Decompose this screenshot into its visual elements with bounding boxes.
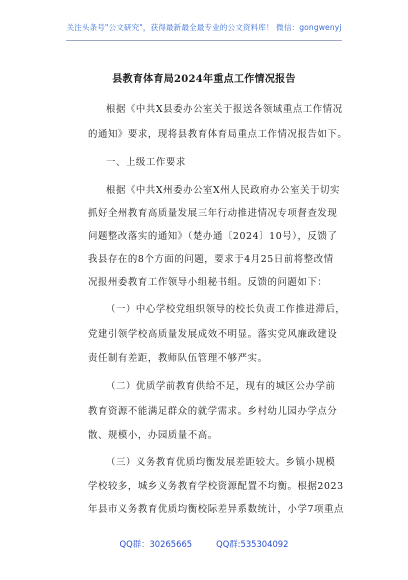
- section-heading: 一、上级工作要求: [106, 157, 186, 168]
- body-line: 党建引领学校高质量发展成效不明显。落实党风廉政建设: [88, 329, 338, 340]
- body-line: 根据《中共X县委办公室关于报送各领域重点工作情况: [106, 104, 343, 115]
- body-line: 我县存在的8个方面的问题，要求于4月25日前将整改情: [88, 254, 334, 265]
- footer-qq-group-2: QQ群:535304092: [216, 539, 289, 549]
- footer-contact: [0, 538, 408, 550]
- document-title: 县教育体育局2024年重点工作情况报告: [112, 74, 296, 85]
- body-line: 况报州委教育工作领导小组秘书组。反馈的问题如下：: [88, 277, 328, 288]
- body-line: 学校较多，城乡义务教育学校资源配置不均衡。根据2023: [88, 481, 344, 492]
- body-line: （二）优质学前教育供给不足，现有的城区公办学前: [106, 381, 336, 392]
- body-line: 问题整改落实的通知》（楚办通〔2024〕10号），反馈了: [88, 231, 338, 242]
- body-line: 年县市义务教育优质均衡校际差异系数统计，小学7项重点: [88, 504, 344, 515]
- body-line: 抓好全州教育高质量发展三年行动推进情况专项督查发现: [88, 208, 338, 219]
- header-banner: 关注头条号"公文研究"，获得最新最全最专业的公文资料库！ 微信：gongwenyj: [66, 23, 342, 32]
- footer-qq-group-1: QQ群：30265665: [119, 539, 193, 549]
- body-line: （三）义务教育优质均衡发展差距较大。乡镇小规模: [106, 457, 336, 468]
- body-line: （一）中心学校党组织领导的校长负责工作推进滞后，: [106, 304, 346, 315]
- body-line: 的通知》要求，现将县教育体育局重点工作情况报告如下。: [88, 129, 348, 140]
- body-line: 责任制有差距，教师队伍管理不够严实。: [88, 353, 268, 364]
- header-divider: [66, 40, 342, 41]
- body-line: 教育资源不能满足群众的就学需求。乡村幼儿园办学点分: [88, 406, 338, 417]
- body-line: 根据《中共X州委办公室X州人民政府办公室关于切实: [106, 185, 341, 196]
- body-line: 散、规模小，办园质量不高。: [88, 430, 218, 441]
